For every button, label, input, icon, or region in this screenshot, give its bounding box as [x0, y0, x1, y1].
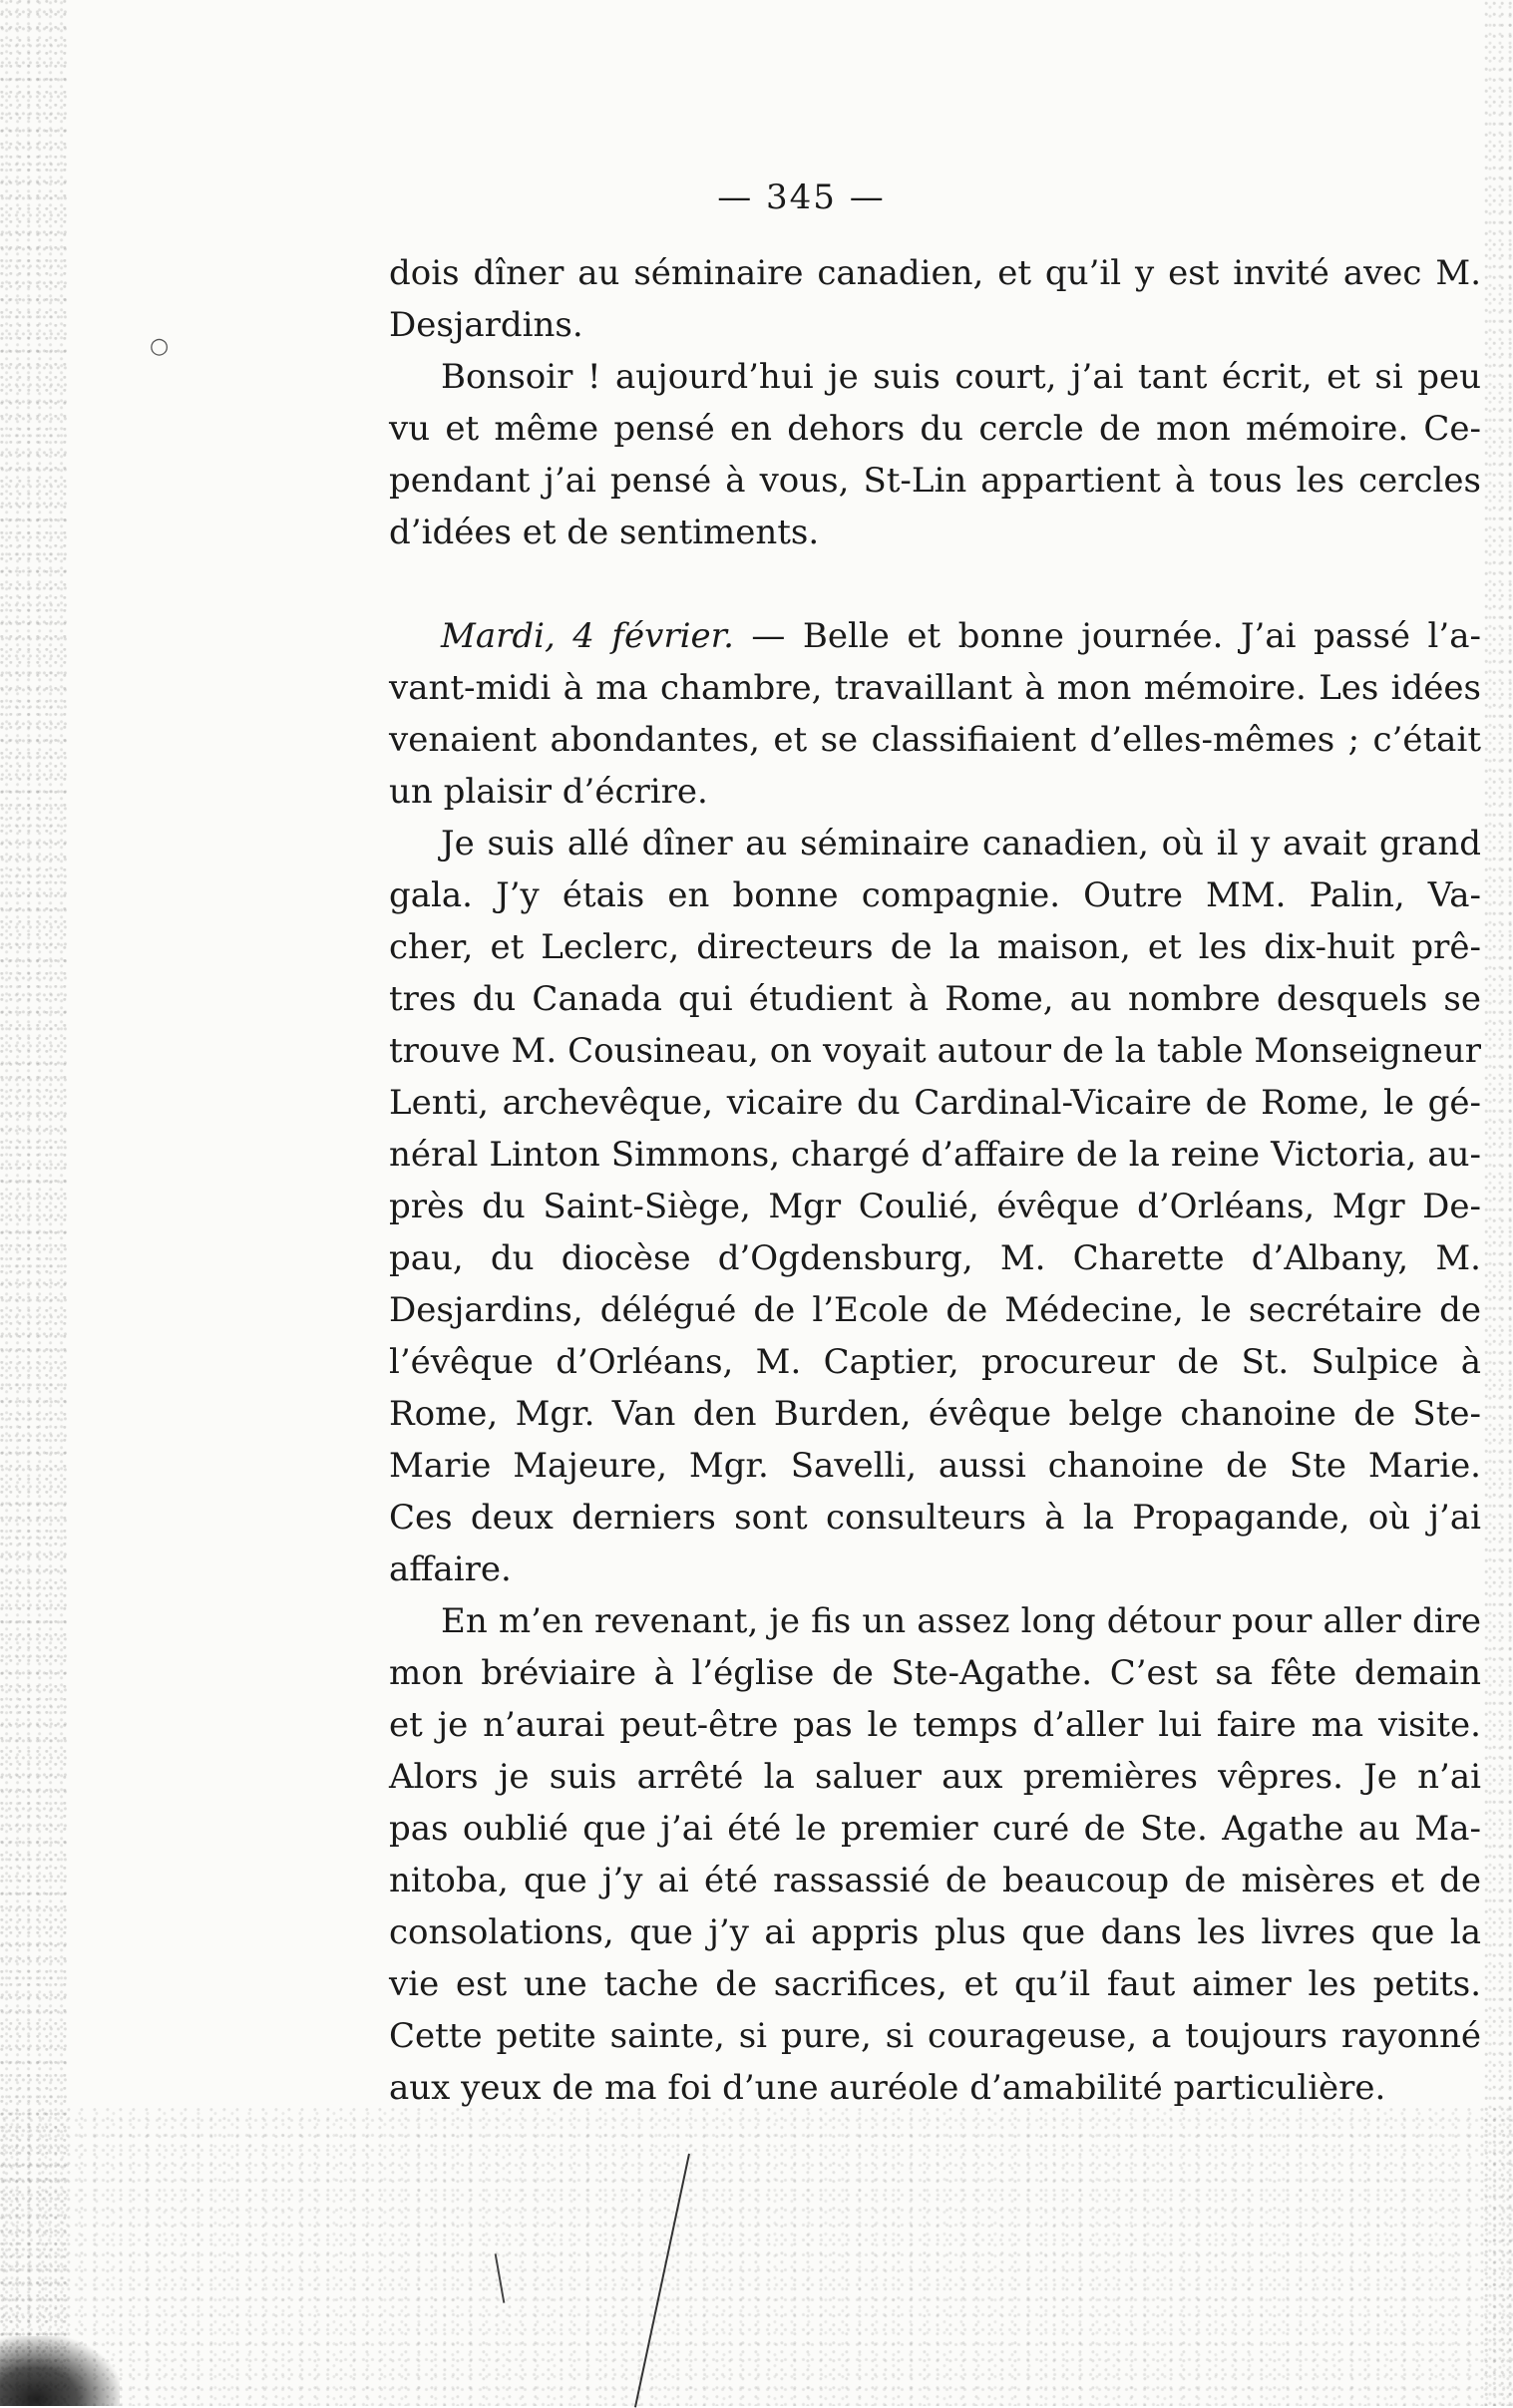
ink-blot: [0, 2336, 120, 2406]
text-line: Marie Majeure, Mgr. Savelli, aussi chanoine de Ste Marie.: [389, 1446, 1481, 1486]
text-line: un plaisir d’écrire.: [389, 772, 708, 812]
text-line: cher, et Leclerc, directeurs de la maison, et les dix-huit prê-: [389, 927, 1481, 967]
text-line: et je n’aurai peut-être pas le temps d’aller lui faire ma visite.: [389, 1705, 1481, 1745]
text-line: vu et même pensé en dehors du cercle de mon mémoire. Ce-: [389, 409, 1481, 449]
text-line: Bonsoir ! aujourd’hui je suis court, j’ai tant écrit, et si peu: [441, 357, 1481, 397]
text-line: Desjardins, délégué de l’Ecole de Médecine, le secrétaire de: [389, 1290, 1481, 1330]
text-line: gala. J’y étais en bonne compagnie. Outre MM. Palin, Va-: [389, 875, 1481, 915]
text-line: affaire.: [389, 1549, 512, 1589]
text-line: Cette petite sainte, si pure, si courageuse, a toujours rayonné: [389, 2016, 1481, 2056]
text-line: En m’en revenant, je fis un assez long détour pour aller dire: [441, 1601, 1481, 1641]
text-line: aux yeux de ma foi d’une auréole d’amabilité particulière.: [389, 2068, 1386, 2108]
text-line: vant-midi à ma chambre, travaillant à mon mémoire. Les idées: [389, 668, 1481, 708]
text-line: mon bréviaire à l’église de Ste-Agathe. C’est sa fête demain: [389, 1653, 1481, 1693]
text-line: Desjardins.: [389, 305, 583, 345]
scan-noise-left: [0, 0, 70, 2406]
text-line: pendant j’ai pensé à vous, St-Lin appartient à tous les cercles: [389, 461, 1481, 501]
body-text: [389, 247, 1481, 2114]
page-number: — 345 —: [717, 177, 886, 217]
text-line: d’idées et de sentiments.: [389, 513, 820, 552]
text-line: l’évêque d’Orléans, M. Captier, procureur de St. Sulpice à: [389, 1342, 1481, 1382]
text-line: près du Saint-Siège, Mgr Coulié, évêque d’Orléans, Mgr De-: [389, 1187, 1481, 1226]
paragraph-gap: [389, 558, 1481, 610]
text-line: venaient abondantes, et se classifiaient d’elles-mêmes ; c’était: [389, 720, 1481, 760]
scan-noise-right: [1483, 0, 1513, 2406]
text-line: trouve M. Cousineau, on voyait autour de la table Monseigneur: [389, 1031, 1481, 1071]
text-line: nitoba, que j’y ai été rassassié de beaucoup de misères et de: [389, 1861, 1481, 1900]
text-line: Alors je suis arrêté la saluer aux premières vêpres. Je n’ai: [389, 1757, 1481, 1797]
text-line: consolations, que j’y ai appris plus que dans les livres que la: [389, 1912, 1481, 1952]
text-line: Rome, Mgr. Van den Burden, évêque belge chanoine de Ste-: [389, 1394, 1481, 1434]
text-line: tres du Canada qui étudient à Rome, au nombre desquels se: [389, 979, 1481, 1019]
entry-date: Mardi, 4 février.: [441, 616, 734, 656]
scan-noise-bottom: [0, 2107, 1513, 2406]
text-line: dois dîner au séminaire canadien, et qu’il y est invité avec M.: [389, 253, 1481, 293]
text-line: Je suis allé dîner au séminaire canadien, où il y avait grand: [441, 824, 1481, 863]
text-line: vie est une tache de sacrifices, et qu’il faut aimer les petits.: [389, 1964, 1481, 2004]
text-line: néral Linton Simmons, chargé d’affaire de la reine Victoria, au-: [389, 1135, 1481, 1175]
margin-mark: ○: [150, 334, 170, 359]
text-line-rest: — Belle et bonne journée. J’ai passé l’a-: [733, 616, 1481, 656]
text-line: pau, du diocèse d’Ogdensburg, M. Charette d’Albany, M.: [389, 1238, 1481, 1278]
text-line: pas oublié que j’ai été le premier curé de Ste. Agathe au Ma-: [389, 1809, 1481, 1849]
text-line: Ces deux derniers sont consulteurs à la Propagande, où j’ai: [389, 1498, 1481, 1538]
text-line: Lenti, archevêque, vicaire du Cardinal-Vicaire de Rome, le gé-: [389, 1083, 1481, 1123]
text-line: [389, 610, 1481, 662]
